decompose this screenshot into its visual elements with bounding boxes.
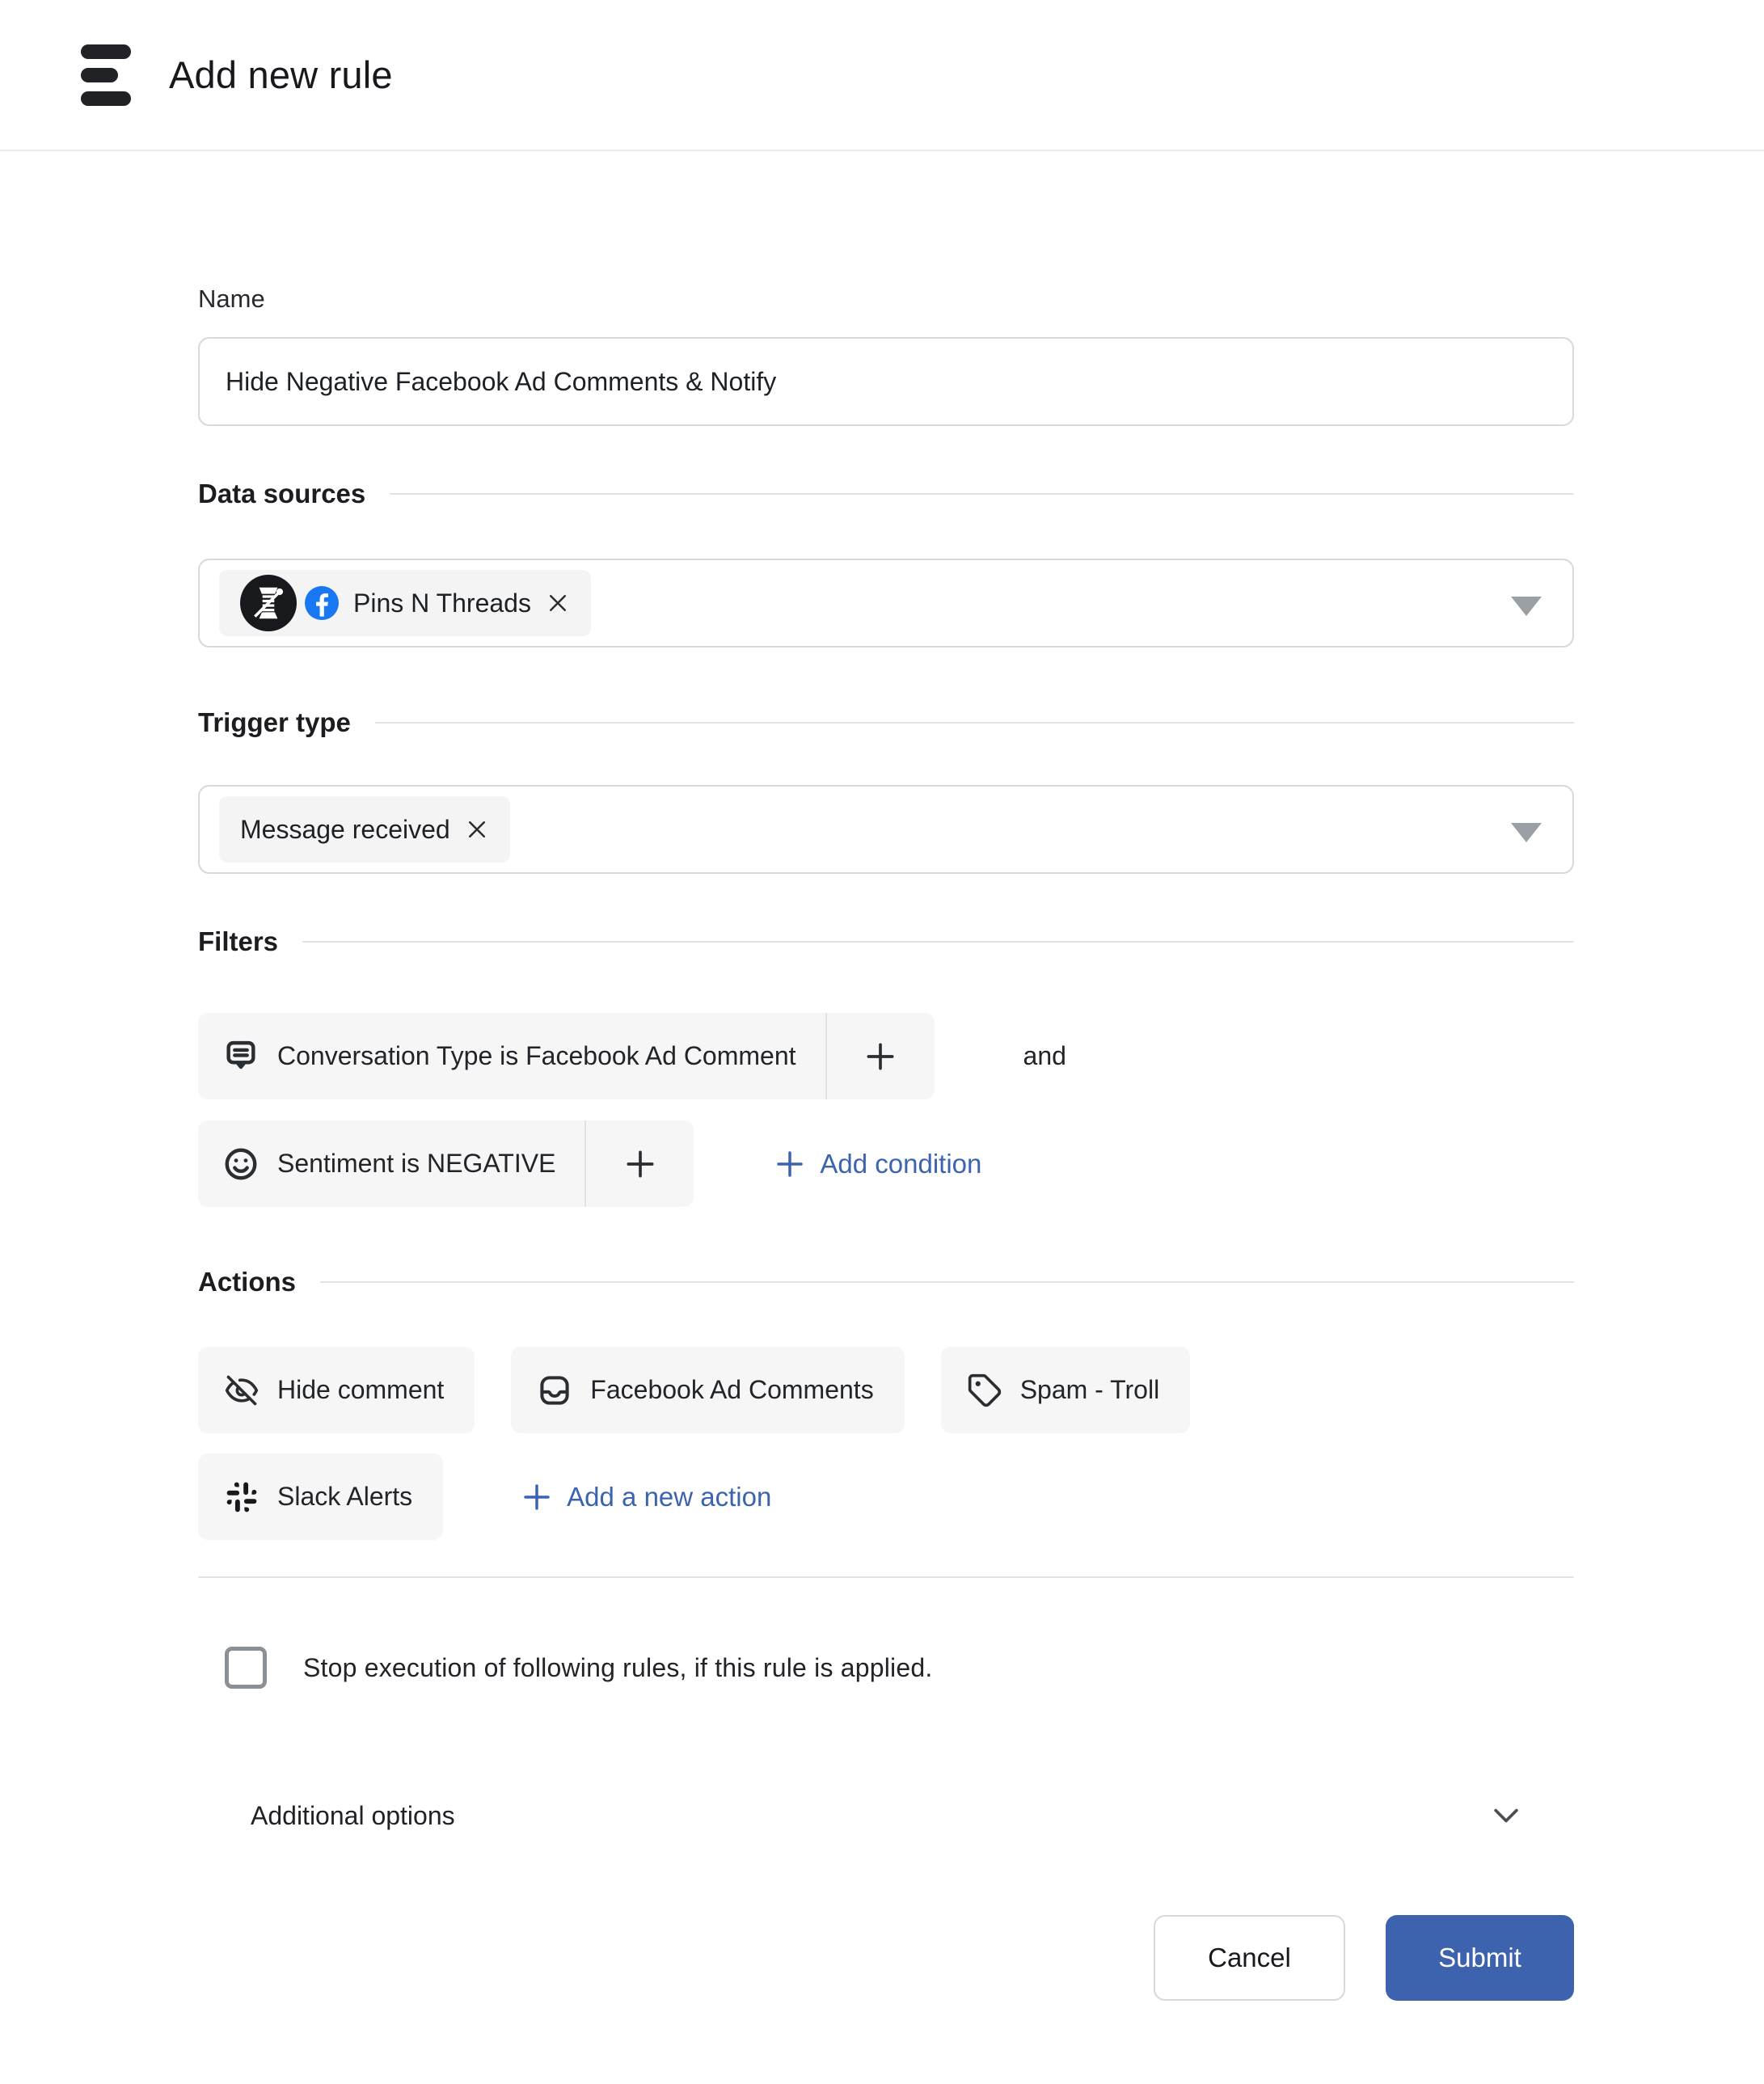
data-source-name: Pins N Threads (353, 588, 531, 618)
cancel-button[interactable]: Cancel (1154, 1915, 1345, 2001)
data-sources-select[interactable] (198, 559, 1574, 648)
eye-off-icon (224, 1373, 260, 1408)
menu-icon[interactable] (81, 44, 131, 106)
section-divider (302, 941, 1574, 943)
action-spam-troll-tag[interactable]: Spam - Troll (941, 1347, 1190, 1433)
app-header (0, 0, 1764, 151)
additional-options-toggle[interactable] (198, 1799, 1574, 1832)
filter-text: Conversation Type is Facebook Ad Comment (277, 1041, 796, 1070)
page-title: Add new rule (169, 53, 393, 96)
additional-options-label: Additional options (251, 1800, 455, 1830)
add-new-action-link[interactable]: Add a new action (520, 1480, 771, 1514)
comment-icon (222, 1038, 260, 1075)
plus-icon (520, 1480, 554, 1514)
section-divider (198, 1576, 1574, 1578)
smiley-icon (222, 1145, 260, 1183)
section-divider (320, 1281, 1574, 1283)
filter-condition (198, 1013, 935, 1099)
close-icon[interactable] (465, 817, 489, 842)
trigger-type-name: Message received (240, 814, 450, 844)
rule-form (0, 151, 1764, 2084)
actions-label: Actions (198, 1267, 297, 1297)
condition-joiner: and (1023, 1041, 1066, 1070)
chevron-down-icon[interactable] (1488, 1798, 1524, 1833)
action-slack-alerts[interactable]: Slack Alerts (198, 1453, 443, 1540)
filters-label: Filters (198, 926, 279, 956)
plus-icon (863, 1039, 898, 1074)
slack-icon (224, 1479, 260, 1515)
filter-sentiment[interactable] (198, 1120, 584, 1207)
trigger-type-chip[interactable] (219, 796, 510, 863)
thread-spool-icon (240, 575, 297, 631)
filter-conversation-type[interactable] (198, 1013, 825, 1099)
plus-icon (622, 1146, 658, 1182)
submit-button[interactable]: Submit (1386, 1915, 1574, 2001)
stop-execution-label: Stop execution of following rules, if this rule is applied. (303, 1652, 933, 1682)
chevron-down-icon[interactable] (1511, 597, 1542, 616)
action-hide-comment[interactable]: Hide comment (198, 1347, 475, 1433)
plus-icon (773, 1147, 807, 1181)
inbox-icon (537, 1373, 572, 1408)
name-label: Name (198, 285, 265, 313)
action-facebook-ad-comments[interactable]: Facebook Ad Comments (511, 1347, 904, 1433)
tag-icon (967, 1373, 1002, 1408)
filter-condition (198, 1120, 694, 1207)
data-sources-label: Data sources (198, 479, 366, 508)
section-divider (390, 493, 1574, 495)
trigger-type-select[interactable] (198, 785, 1574, 874)
add-to-condition-button[interactable] (584, 1120, 694, 1207)
stop-execution-checkbox[interactable] (225, 1647, 267, 1689)
section-divider (375, 722, 1574, 723)
add-to-condition-button[interactable] (825, 1013, 935, 1099)
trigger-type-label: Trigger type (198, 707, 351, 737)
add-condition-link[interactable]: Add condition (773, 1147, 981, 1181)
filter-text: Sentiment is NEGATIVE (277, 1149, 556, 1178)
data-source-chip[interactable] (219, 570, 591, 636)
facebook-icon (305, 586, 339, 620)
chevron-down-icon[interactable] (1511, 823, 1542, 842)
rule-name-input[interactable] (198, 337, 1574, 426)
close-icon[interactable] (546, 591, 570, 615)
